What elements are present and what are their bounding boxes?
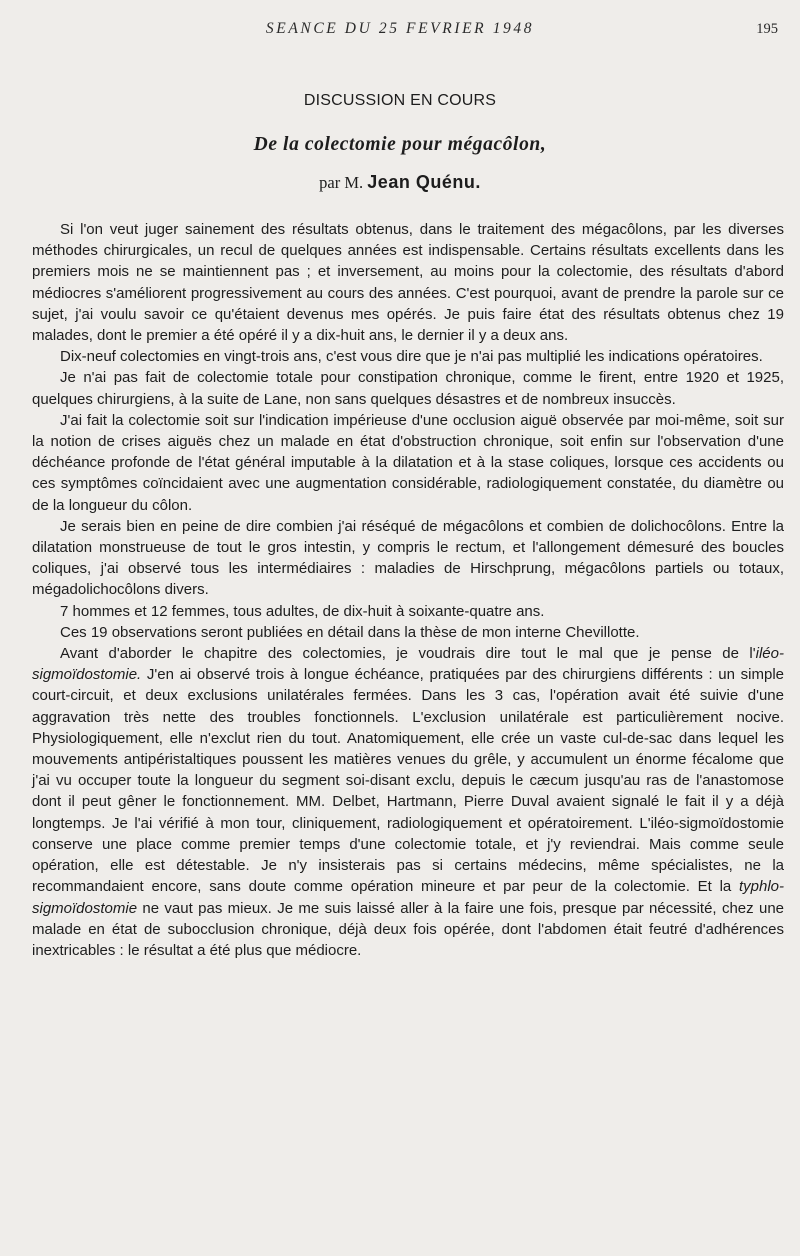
running-head [0, 20, 800, 44]
running-head-title: SEANCE DU 25 FEVRIER 1948 [265, 20, 535, 37]
paragraph-2: Dix-neuf colectomies en vingt-trois ans, c'est vous dire que je n'ai pas multiplié les indications opératoires. [60, 348, 763, 366]
byline [0, 172, 800, 193]
paragraph-5: Je serais bien en peine de dire combien j'ai réséqué de mégacôlons et combien de dolichocôlons. Entre la dilatation monstrueuse de tout le gros intestin, y compris le rectum, et l'allongement démesuré des boucles coliques, j'ai observé tous les intermédiaires : maladies de Hirschprung, mégacôlons partiels ou totaux, mégadolichocôlons divers. [32, 517, 784, 599]
byline-prefix: par M. [319, 173, 364, 192]
article-body [32, 219, 784, 961]
italic-term: iléo-sigmoïdostomie. [32, 645, 784, 684]
paragraph-8: Avant d'aborder le chapitre des colectomies, je voudrais dire tout le mal que je pense de l'iléo-sigmoïdostomie. J'en ai observé trois à longue échéance, pratiquées par des chirurgiens différents : un simple court-circuit, et deux exclusions unilatérales fermées. Dans les 3 cas, l'opération avait été suivie d'une aggravation très nette des troubles fonctionnels. L'exclusion unilatérale est particulièrement nocive. Physiologiquement, elle n'exclut rien du tout. Anatomiquement, elle crée un vaste cul-de-sac dans lequel les mouvements antipéristaltiques poussent les matières venues du grêle, y accumulent un énorme fécalome que j'ai vu occuper toute la longueur du segment soi-disant exclu, depuis le cæcum jusqu'au ras de l'anastomose dont il peut gêner le fonctionnement. MM. Delbet, Hartmann, Pierre Duval avaient signalé le fait il y a déjà longtemps. Je l'ai vérifié à mon tour, cliniquement, radiologiquement et opératoirement. L'iléo-sigmoïdostomie conserve une place comme premier temps d'une colectomie totale, et j'y reviendrai. Mais comme seule opération, elle est détestable. Je n'y insisterais pas si certains médecins, même spécialistes, ne la recommandaient encore, sans doute comme opération mineure et par peur de la colectomie. Et la typhlo-sigmoïdostomie ne vaut pas mieux. Je me suis laissé aller à la faire une fois, presque par nécessité, chez une malade en état de subocclusion chronique, déjà deux fois opérée, dont l'abdomen était feutré d'adhérences inextricables : le résultat a été plus que médiocre. [32, 645, 784, 959]
byline-author: Jean Quénu. [367, 172, 481, 192]
paragraph-4: J'ai fait la colectomie soit sur l'indication impérieuse d'une occlusion aiguë observée par moi-même, soit sur la notion de crises aiguës chez un malade en état d'obstruction chronique, soit enfin sur l'observation d'une déchéance profonde de l'état général imputable à la dilatation et à la stase coliques, lorsque ces accidents ou ces symptômes coïncidaient avec une augmentation considérable, radiologiquement constatée, du diamètre ou de la longueur du côlon. [32, 411, 784, 514]
paragraph-7: Ces 19 observations seront publiées en détail dans la thèse de mon interne Chevillotte. [60, 623, 640, 641]
italic-term: typhlo-sigmoïdostomie [32, 878, 784, 917]
paragraph-1: Si l'on veut juger sainement des résultats obtenus, dans le traitement des mégacôlons, par les diverses méthodes chirurgicales, un recul de quelques années est indispensable. Certains résultats excellents dans les premiers mois ne se maintiennent pas ; et inversement, au moins pour la colectomie, des résultats d'abord médiocres s'améliorent progressivement au cours des années. C'est pourquoi, avant de prendre la parole sur ce sujet, j'ai voulu savoir ce qu'étaient devenus mes opérés. Je puis faire état des résultats obtenus chez 19 malades, dont le premier a été opéré il y a dix-huit ans, le dernier il y a deux ans. [32, 221, 784, 345]
page-number: 195 [756, 21, 778, 37]
paragraph-6: 7 hommes et 12 femmes, tous adultes, de dix-huit à soixante-quatre ans. [60, 602, 545, 620]
paragraph-3: Je n'ai pas fait de colectomie totale pour constipation chronique, comme le firent, entre 1920 et 1925, quelques chirurgiens, à la suite de Lane, non sans quelques désastres et de nombreux insuccès. [32, 369, 784, 408]
section-heading: DISCUSSION EN COURS [303, 92, 497, 109]
article-title: De la colectomie pour mégacôlon, [253, 134, 547, 155]
